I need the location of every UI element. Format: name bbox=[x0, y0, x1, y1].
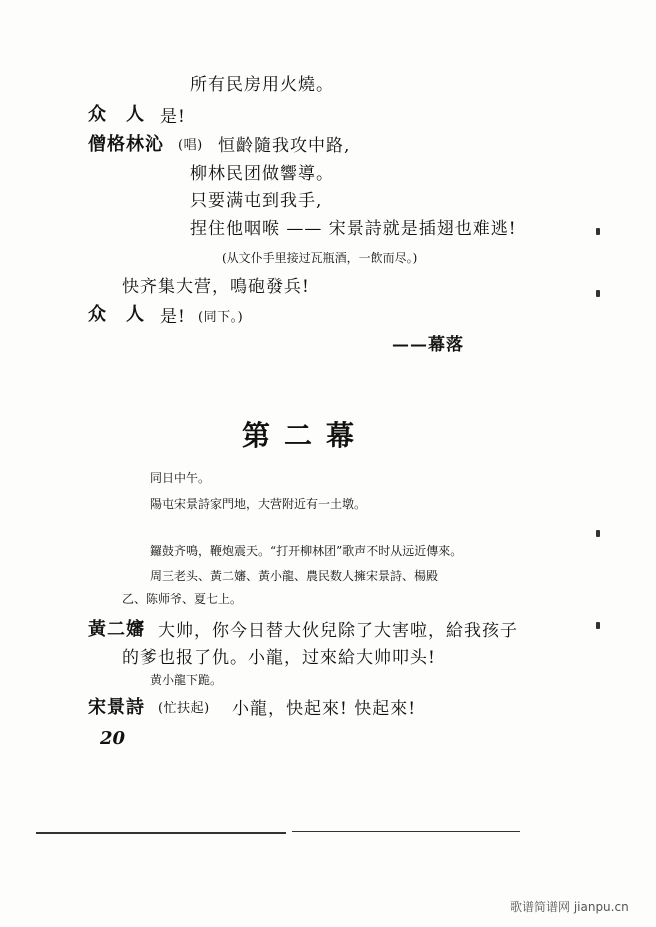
binding-mark bbox=[596, 530, 600, 537]
dialogue-text: 是! bbox=[160, 307, 186, 327]
dialogue-text: 的爹也报了仇。小龍，过來給大帅叩头! bbox=[122, 648, 436, 668]
dialogue-text: 小龍，快起來! 快起來! bbox=[232, 699, 417, 719]
bottom-rule bbox=[292, 831, 520, 832]
stage-direction: (忙扶起) bbox=[158, 701, 210, 716]
dialogue-text: 快齐集大营，鳴砲發兵! bbox=[122, 277, 310, 297]
setting-time: 同日中午。 bbox=[150, 471, 211, 485]
dialogue-text: 大帅，你今日替大伙兒除了大害啦，給我孩子 bbox=[158, 621, 518, 641]
bottom-rule bbox=[36, 832, 286, 834]
watermark: 歌谱简谱网 jianpu.cn bbox=[510, 900, 629, 914]
speaker-name: 僧格林沁 bbox=[88, 134, 164, 155]
speaker-name: 宋景詩 bbox=[88, 697, 145, 718]
binding-mark bbox=[596, 622, 600, 629]
stage-direction: 黄小龍下跪。 bbox=[150, 673, 223, 687]
binding-mark bbox=[596, 290, 600, 297]
stage-direction: (唱) bbox=[178, 138, 203, 153]
curtain-note: ——幕落 bbox=[392, 335, 464, 355]
binding-mark bbox=[596, 228, 600, 235]
stage-direction: 乙、陈师爷、夏七上。 bbox=[122, 592, 243, 606]
dialogue-text: 恒齡隨我攻中路, bbox=[218, 136, 351, 156]
speaker-name: 众 人 bbox=[88, 304, 145, 325]
script-line: 所有民房用火燒。 bbox=[190, 75, 334, 95]
dialogue-text: 是! bbox=[160, 107, 186, 127]
stage-direction: (同下。) bbox=[198, 310, 244, 325]
dialogue-text: 柳林民团做響導。 bbox=[190, 164, 334, 184]
dialogue-text: 只要满屯到我手, bbox=[190, 191, 323, 211]
stage-direction: 鑼鼓齐鳴，鞭炮震天。“打开柳林团”歌声不时从远近傳來。 bbox=[150, 544, 463, 558]
speaker-name: 黃二嬸 bbox=[88, 619, 145, 640]
stage-direction: 周三老头、黃二嬸、黃小龍、農民数人擁宋景詩、楊殿 bbox=[150, 569, 439, 583]
stage-direction: (从文仆手里接过瓦瓶酒，一飲而尽。) bbox=[222, 251, 418, 265]
speaker-name: 众 人 bbox=[88, 104, 145, 125]
page-number: 20 bbox=[100, 728, 126, 749]
setting-place: 陽屯宋景詩家門地，大营附近有一土墩。 bbox=[150, 497, 367, 511]
dialogue-text: 捏住他咽喉 —— 宋景詩就是插翅也难逃! bbox=[190, 219, 517, 239]
act-title: 第二幕 bbox=[242, 419, 369, 452]
